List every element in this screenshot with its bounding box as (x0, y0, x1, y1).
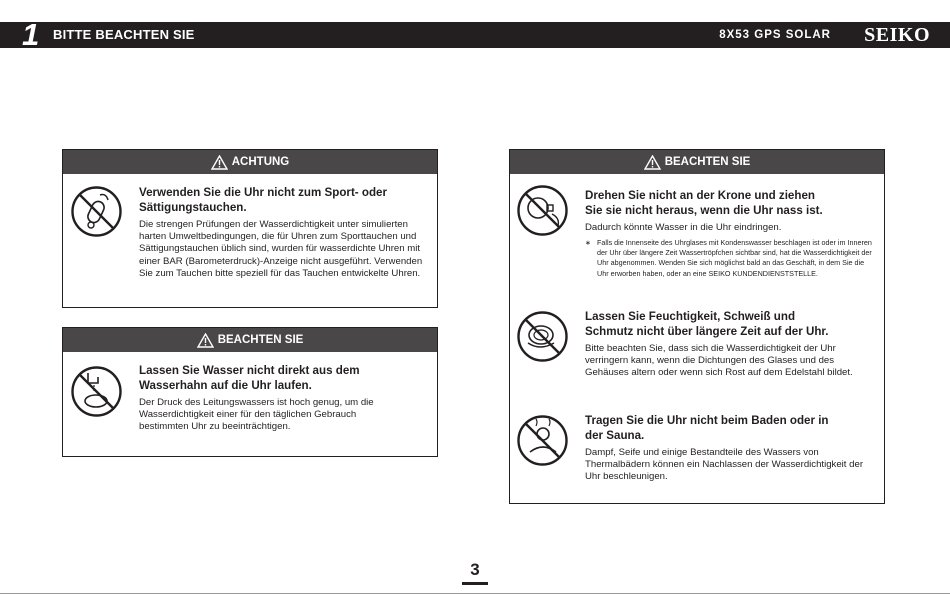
crown-body: Dadurch könnte Wasser in die Uhr eindringen. (585, 222, 782, 233)
notice-box-right (509, 149, 885, 504)
notice-box-right-heading: BEACHTEN SIE (664, 156, 751, 168)
crown-note (585, 238, 875, 279)
no-bath-sauna-icon (516, 414, 569, 467)
chapter-title: BITTE BEACHTEN SIE (53, 27, 195, 42)
crown-title: Drehen Sie nicht an der Krone und ziehen Sie sie nicht heraus, wenn die Uhr nass ist. (585, 189, 823, 217)
bath-title: Tragen Sie die Uhr nicht beim Baden oder in der Sauna. (585, 414, 829, 442)
notice-box-left-header (63, 328, 437, 352)
moisture-body: Bitte beachten Sie, dass sich die Wasserdichtigkeit der Uhr verringern kann, wenn die Dichtungen des Glases und des Gehäuses altern oder wenn sich Rost auf dem Edelstahl bildet. (585, 343, 853, 379)
caution-box-header (63, 150, 437, 174)
tap-water-title: Lassen Sie Wasser nicht direkt aus dem Wasserhahn auf die Uhr laufen. (139, 364, 360, 392)
no-moisture-icon (516, 310, 569, 363)
note-asterisk: ∗ (585, 238, 592, 247)
bottom-divider (0, 593, 950, 594)
warning-icon (644, 155, 661, 170)
notice-box-left-heading: BEACHTEN SIE (217, 334, 304, 346)
warning-icon (211, 155, 228, 170)
caution-title: Verwenden Sie die Uhr nicht zum Sport- oder Sättigungstauchen. (139, 186, 388, 214)
tap-water-body: Der Druck des Leitungswassers ist hoch genug, um die Wasserdichtigkeit einer für den täglichen Gebrauch bestimmten Uhr zu beeinträchtigen. (139, 397, 374, 433)
chapter-number: 1 (22, 17, 40, 52)
no-tap-water-icon (70, 365, 123, 418)
caution-box-heading: ACHTUNG (231, 156, 290, 168)
moisture-title: Lassen Sie Feuchtigkeit, Schweiß und Schmutz nicht über längere Zeit auf der Uhr. (585, 310, 829, 338)
no-crown-operation-icon (516, 184, 569, 237)
caution-box (62, 149, 438, 308)
bath-body: Dampf, Seife und einige Bestandteile des Wassers von Thermalbädern können ein Nachlassen der Wasserdichtigkeit der Uhr beschleunigen. (585, 447, 864, 483)
page-number: 3 (470, 560, 480, 579)
notice-box-right-header (510, 150, 884, 174)
no-diving-icon (70, 185, 123, 238)
brand-logo: SEIKO (864, 24, 930, 46)
header-bar (0, 17, 950, 52)
model-name: 8X53 GPS SOLAR (719, 29, 831, 41)
page-number-underline (462, 582, 488, 585)
notice-box-left (62, 327, 438, 457)
caution-body: Die strengen Prüfungen der Wasserdichtigkeit unter simulierten harten Umweltbedingungen, die für Uhren zum Sporttauchen und Sättigungstauchen üblich sind, wurden für wasserdichte Uhren mit einer BAR (Barometerdruck)-Anzeige nicht ausgeführt. Verwenden Sie zum Tauchen bitte speziell für das Tauchen entwickelte Uhren. (139, 219, 423, 279)
note-text: Falls die Innenseite des Uhrglases mit Kondenswasser beschlagen ist oder im Inneren der Uhr über längere Zeit Wassertröpfchen sichtbar sind, hat die Wasserdichtigkeit der Uhr abgenommen. Wenden Sie sich möglichst bald an das Geschäft, in dem Sie die Uhr erworben haben, oder an eine SEIKO KUNDENDIENSTSTELLE. (597, 238, 872, 278)
warning-icon (197, 333, 214, 348)
